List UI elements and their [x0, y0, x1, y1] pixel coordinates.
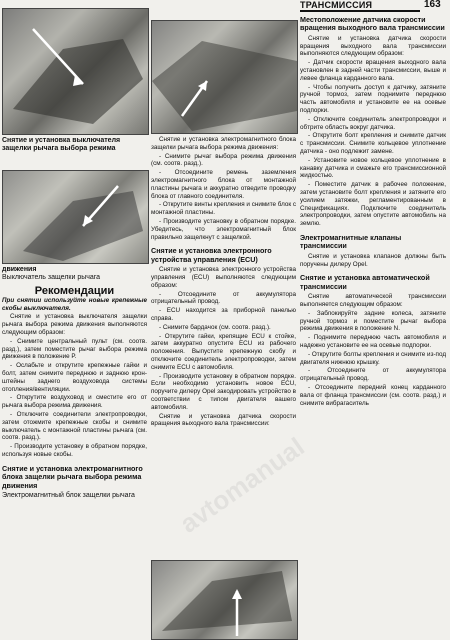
paragraph: - Поместите датчик в рабочее положение, затем установите болт крепления и затяните его усилием затяжки, регламентированным в Спецификациях. Подключите соединитель электропроводки, затем опустите автомобиль на землю.: [300, 181, 446, 228]
photo-shift-lock-switch: [2, 8, 149, 135]
caption-line: Снятие и установка выключателя: [2, 137, 121, 144]
recommendation-note: При снятии используйте новые крепежные скобы выключателя.: [2, 296, 147, 312]
sensor-location-heading: Местоположение датчика скорости вращения выходного вала трансмиссии: [300, 15, 445, 33]
paragraph: - Открутите воздуховод и сместите его от рычага выбора режима движения.: [2, 394, 147, 410]
paragraph: Снятие и установка датчика скорости вращения выходного вала трансмиссии выполняются следующим образом:: [300, 34, 446, 58]
paragraph: - Открутите болты крепления и снимите из-под двигателя нижнюю крышку.: [300, 350, 447, 366]
photo-drawing: [3, 171, 148, 263]
paragraph: - Снимите центральный пульт (см. соотв. разд.), затем поместите рычаг выбора режима движения в положение P.: [2, 337, 147, 361]
photo-drawing: [152, 21, 297, 133]
paragraph: - Датчик скорости вращения выходного вала установлен в задней части трансмиссии, выше и левее фланца карданного вала.: [300, 59, 446, 82]
paragraph: - Отсоедините ремень заземления электромагнитного блока от монтажной пластины рычага и аккуратно отведите проводку блока от главного соединителя.: [151, 169, 296, 200]
paragraph: Снятие и установка электронного устройства управления (ECU) выполняются следующим образом:: [151, 266, 296, 289]
caption-shift-lock-switch-2: [2, 266, 152, 283]
paragraph: - Открутите гайки, крепящие ECU к стойке, затем аккуратно опустите ECU из рабочего положения. Выпустите крепежную скобу и отключите соединитель электропроводки, затем снимите ECU с автомобиля.: [151, 332, 296, 371]
recommendations-heading: Рекомендации: [34, 285, 115, 297]
paragraph: - Ослабьте и открутите крепежные гайки и болт, затем снимите переднюю и заднюю кронштейны заднего воздуховода системы отопления/вентиляции.: [2, 362, 147, 393]
paragraph: - Отсоедините от аккумулятора отрицательный провод.: [151, 290, 296, 306]
caption-line: защелки рычага выбора режима: [2, 145, 116, 153]
paragraph: Снятие и установка электромагнитного блока защелки рычага выбора режима движения:: [151, 136, 296, 151]
photo-shift-lock-switch-2: [2, 170, 149, 264]
paragraph: - Установите новое кольцевое уплотнение в канавку датчика и смажьте его трансмиссионной жидкостью.: [300, 156, 446, 180]
caption-line: Выключатель защелки рычага: [2, 274, 101, 282]
photo-speed-sensor: [151, 560, 298, 640]
section-title: ТРАНСМИССИЯ: [300, 0, 373, 10]
left-column-text: [2, 286, 147, 501]
paragraph: - Отключите соединители электропроводки, затем отожмите крепежные скобы и снимите выключатель с монтажной пластины рычага (см. соотв. разд.).: [2, 410, 147, 442]
paragraph: - Открутите болт крепления и снимите датчик с трансмиссии. Снимите кольцевое уплотнение датчика - оно подлежит замене.: [300, 132, 446, 155]
paragraph: Снятие и установка клапанов должны быть поручены дилеру Opel.: [300, 252, 446, 268]
solenoid-caption: Электромагнитный блок защелки рычага: [2, 491, 135, 499]
paragraph: - Чтобы получить доступ к датчику, затяните ручной тормоз, затем поднимите переднюю часть автомобиля и установите ее на осевые подпорки.: [300, 83, 446, 114]
caption-shift-lock-switch: [2, 137, 152, 154]
paragraph: - Снимите бардачок (см. соотв. разд.).: [159, 323, 271, 331]
middle-column-text: [151, 136, 296, 429]
photo-drawing: [3, 9, 148, 134]
right-column-text: [300, 16, 446, 408]
caption-line: движения: [2, 266, 37, 273]
page-number: 163: [424, 0, 441, 10]
paragraph: - Открутите винты крепления и снимите блок с монтажной пластины.: [151, 201, 296, 217]
solenoid-heading: Снятие и установка электромагнитного блока защелки рычага выбора режима движения: [2, 463, 143, 490]
transmission-heading: Снятие и установка автоматической трансмиссии: [300, 273, 430, 291]
photo-drawing: [152, 561, 297, 639]
paragraph: Снятие и установка датчика скорости вращения выходного вала трансмиссии:: [151, 412, 296, 428]
paragraph: - Снимите рычаг выбора режима движения (см. соотв. разд.).: [151, 152, 296, 168]
paragraph: - Производите установку в обратном порядке. Убедитесь, что электромагнитный блок правильно защелкнут с защелкой.: [151, 217, 296, 241]
paragraph: Снятие и установка выключателя защелки рычага выбора режима движения выполняются следующим образом:: [2, 313, 147, 336]
paragraph: - Поднимите переднюю часть автомобиля и надежно установите ее на осевые подпорки.: [300, 334, 446, 349]
valves-heading: Электромагнитные клапаны трансмиссии: [300, 232, 402, 251]
paragraph: - ECU находится за приборной панелью справа.: [151, 307, 296, 322]
photo-solenoid-block: [151, 20, 298, 134]
ecu-heading: Снятие и установка электронного устройства управления (ECU): [151, 246, 272, 264]
header-rule: [300, 10, 420, 12]
paragraph: - Производите установку в обратном порядке. Если необходимо установить новое ECU, поручите дилеру Opel закодировать устройство в соответствии с типом двигателя вашего автомобиля.: [151, 372, 296, 411]
paragraph: - Заблокируйте задние колеса, затяните ручной тормоз и поместите рычаг выбора режима движения в положение N.: [300, 309, 446, 333]
paragraph: - Производите установку в обратном порядке, используя новые скобы.: [2, 443, 147, 458]
paragraph: - Отключите соединитель электропроводки и обтрите область вокруг датчика.: [300, 115, 446, 131]
paragraph: - Отсоедините от аккумулятора отрицательный провод.: [300, 367, 446, 383]
watermark: avtomanual: [174, 431, 310, 539]
paragraph: - Отсоедините передний конец карданного вала от фланца трансмиссии (см. соотв. разд.) и снимите вибрагаситель: [300, 383, 446, 407]
paragraph: Снятие автоматической трансмиссии выполняется следующим образом:: [300, 293, 446, 308]
